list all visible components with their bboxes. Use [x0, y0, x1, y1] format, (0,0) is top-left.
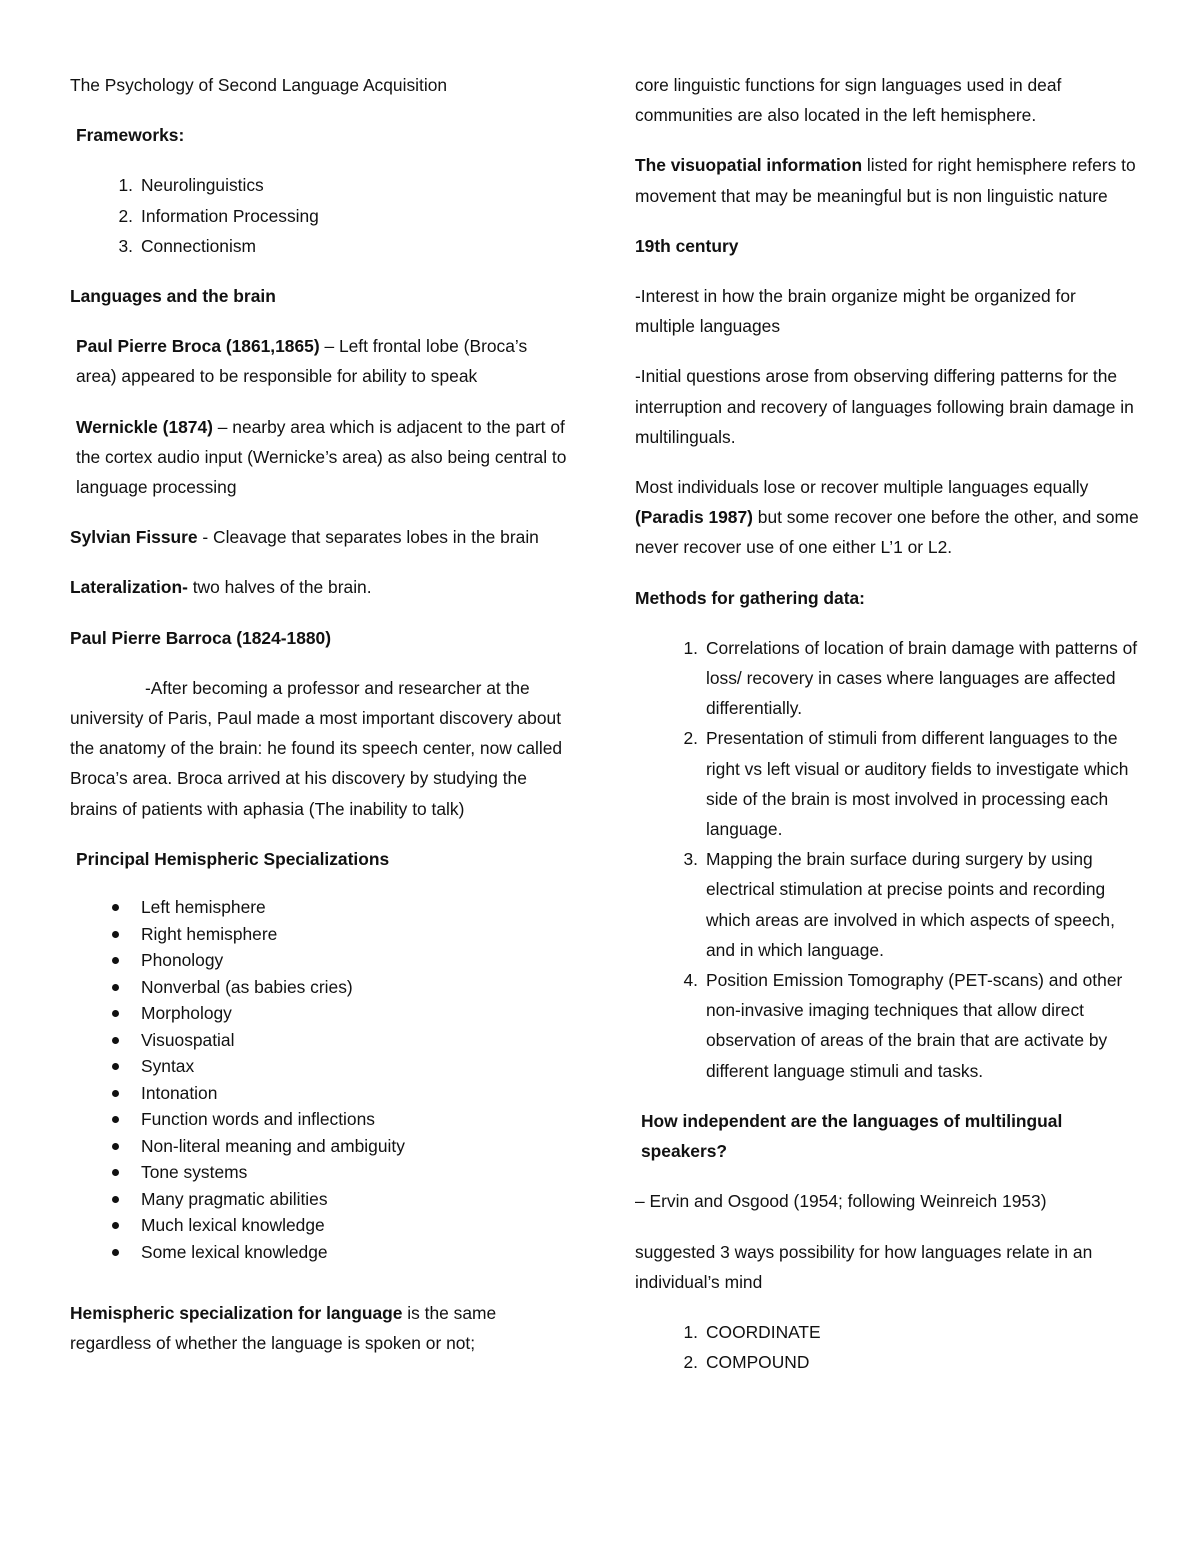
- barroca-paragraph: -After becoming a professor and researcher at the university of Paris, Paul made a most important discovery about the anatomy of the brain: he found its speech center, now called Broca’s area. Broca arrived at his discovery by studying the brains of patients with aphasia (The inability to talk): [70, 677, 563, 819]
- list-item: Intonation: [70, 1080, 570, 1107]
- document-title: The Psychology of Second Language Acquisition: [70, 75, 448, 95]
- broca-paragraph: Paul Pierre Broca (1861,1865) – Left frontal lobe (Broca’s area) appeared to be responsible for ability to speak: [76, 336, 528, 387]
- ervin-paragraph: – Ervin and Osgood (1954; following Weinreich 1953): [635, 1191, 1047, 1212]
- list-item: 1. Correlations of location of brain damage with patterns of loss/ recovery in cases where languages are affected differentially.: [683, 637, 1138, 719]
- continued-paragraph: core linguistic functions for sign languages used in deaf communities are also located in the left hemisphere.: [635, 75, 1062, 126]
- list-item: Right hemisphere: [70, 921, 570, 948]
- century-heading: 19th century: [635, 235, 739, 256]
- frameworks-heading: Frameworks:: [76, 125, 185, 146]
- list-item: Phonology: [70, 947, 570, 974]
- list-item: 2. COMPOUND: [683, 1352, 810, 1373]
- list-item: 2. Presentation of stimuli from different languages to the right vs left visual or auditory fields to investigate which side of the brain is most involved in processing each language.: [683, 728, 1129, 840]
- list-item: Much lexical knowledge: [70, 1212, 570, 1239]
- methods-heading: Methods for gathering data:: [635, 587, 865, 608]
- lateralization-paragraph: Lateralization- two halves of the brain.: [70, 577, 372, 598]
- list-item: 1. Neurolinguistics: [118, 175, 264, 196]
- list-item: 1. COORDINATE: [683, 1321, 821, 1342]
- hemispheric-list: [70, 894, 570, 1265]
- interest-paragraph: -Interest in how the brain organize might be organized for multiple languages: [635, 286, 1076, 337]
- list-item: Non-literal meaning and ambiguity: [70, 1133, 570, 1160]
- independence-heading: How independent are the languages of multilingual speakers?: [641, 1110, 1063, 1162]
- barroca-heading: Paul Pierre Barroca (1824-1880): [70, 627, 332, 648]
- list-item: Tone systems: [70, 1159, 570, 1186]
- recovery-paragraph: Most individuals lose or recover multiple languages equally (Paradis 1987) but some recover one before the other, and some never recover use of one either L’1 or L2.: [635, 477, 1139, 558]
- wernickle-paragraph: Wernickle (1874) – nearby area which is adjacent to the part of the cortex audio input (Wernicke’s area) as also being central to language processing: [76, 416, 567, 498]
- frameworks-list: [70, 170, 570, 261]
- list-item: Nonverbal (as babies cries): [70, 974, 570, 1001]
- list-item: 3. Connectionism: [118, 235, 257, 256]
- languages-brain-heading: Languages and the brain: [70, 286, 276, 307]
- list-item: Many pragmatic abilities: [70, 1186, 570, 1213]
- list-item: Function words and inflections: [70, 1106, 570, 1133]
- visuospatial-paragraph: The visuopatial information listed for right hemisphere refers to movement that may be meaningful but is non linguistic nature: [635, 155, 1136, 206]
- right-column: [635, 70, 1140, 1397]
- list-item: Left hemisphere: [70, 894, 570, 921]
- methods-list: [635, 633, 1140, 1086]
- list-item: 3. Mapping the brain surface during surgery by using electrical stimulation at precise points and recording which areas are involved in which aspects of speech, and in which language.: [683, 849, 1115, 960]
- list-item: Some lexical knowledge: [70, 1239, 570, 1266]
- suggested-paragraph: suggested 3 ways possibility for how languages relate in an individual’s mind: [635, 1241, 1093, 1292]
- list-item: 4. Position Emission Tomography (PET-scans) and other non-invasive imaging techniques that allow direct observation of areas of the brain that are activate by different language stimuli and tasks.: [683, 970, 1123, 1081]
- list-item: Syntax: [70, 1053, 570, 1080]
- ways-list: [635, 1317, 1140, 1377]
- list-item: Visuospatial: [70, 1027, 570, 1054]
- list-item: Morphology: [70, 1000, 570, 1027]
- list-item: 2. Information Processing: [118, 205, 319, 226]
- sylvian-paragraph: Sylvian Fissure - Cleavage that separates lobes in the brain: [70, 527, 539, 548]
- left-column: [70, 70, 570, 1378]
- initial-questions-paragraph: -Initial questions arose from observing differing patterns for the interruption and recovery of languages following brain damage in multilinguals.: [635, 366, 1134, 447]
- specialization-paragraph: Hemispheric specialization for language is the same regardless of whether the language is spoken or not;: [70, 1303, 497, 1354]
- hemispheric-heading: Principal Hemispheric Specializations: [76, 848, 390, 869]
